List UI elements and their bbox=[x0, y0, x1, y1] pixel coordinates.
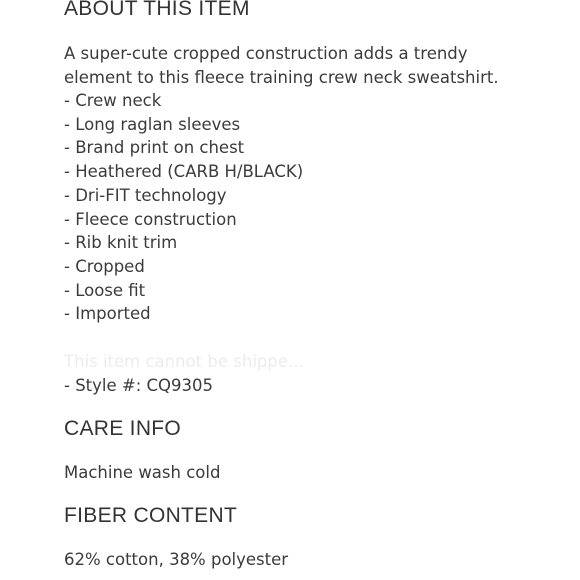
list-item: - Cropped bbox=[64, 256, 145, 276]
list-item: - Imported bbox=[64, 304, 151, 324]
list-item: - Brand print on chest bbox=[64, 138, 245, 158]
fiber-text: 62% cotton, 38% polyester bbox=[64, 550, 289, 569]
list-item: - Fleece construction bbox=[64, 209, 237, 229]
fiber-heading: FIBER CONTENT bbox=[64, 504, 238, 527]
feature-list bbox=[64, 89, 303, 326]
list-item: - Dri-FIT technology bbox=[64, 185, 227, 205]
care-text: Machine wash cold bbox=[64, 463, 221, 482]
description-line-2: element to this fleece training crew neck sweatshirt. bbox=[64, 67, 499, 87]
list-item: - Loose fit bbox=[64, 280, 146, 300]
description-line-1: A super-cute cropped construction adds a trendy bbox=[64, 44, 468, 63]
list-item: - Crew neck bbox=[64, 91, 162, 110]
style-number: - Style #: CQ9305 bbox=[64, 376, 214, 395]
list-item: - Heathered (CARB H/BLACK) bbox=[64, 162, 304, 182]
list-item: - Rib knit trim bbox=[64, 233, 178, 253]
about-description bbox=[64, 42, 499, 89]
about-heading: ABOUT THIS ITEM bbox=[64, 0, 250, 20]
care-heading: CARE INFO bbox=[64, 417, 182, 440]
shipping-note: This item cannot be shippe... bbox=[64, 352, 304, 371]
list-item: - Long raglan sleeves bbox=[64, 114, 241, 134]
